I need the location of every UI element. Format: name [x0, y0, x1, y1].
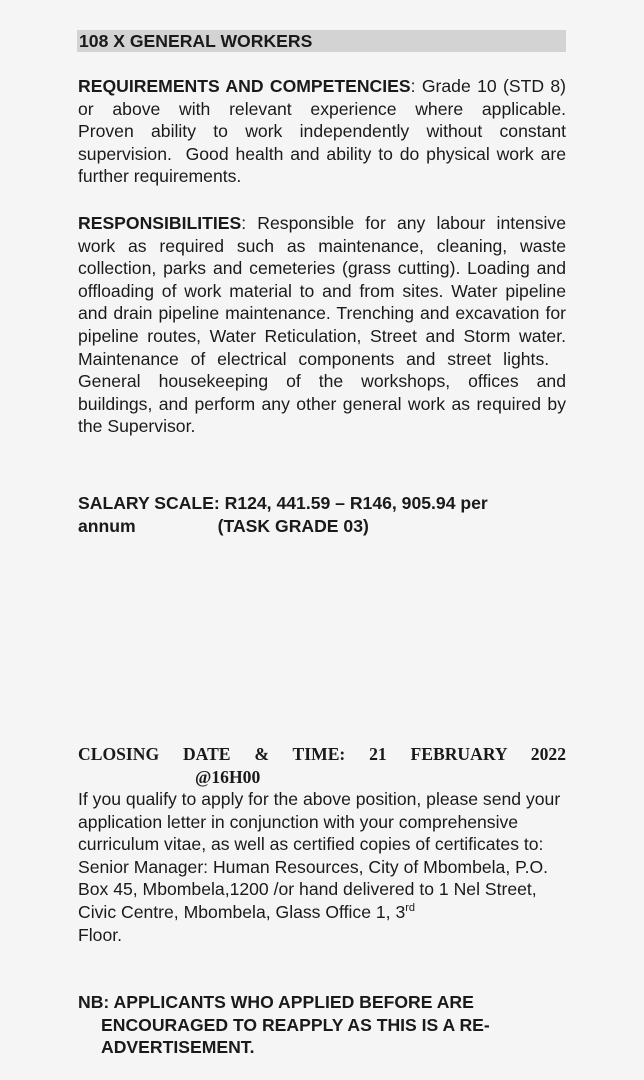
requirements-label: REQUIREMENTS AND COMPETENCIES: [78, 76, 411, 96]
address-superscript: rd: [405, 901, 416, 914]
responsibilities-section: [78, 212, 566, 438]
task-grade: (TASK GRADE 03): [217, 515, 369, 536]
postal-address: [78, 856, 566, 946]
closing-date-heading: CLOSING DATE & TIME: 21 FEBRUARY 2022: [78, 744, 566, 764]
salary-annum: annum: [78, 515, 136, 536]
salary-section: [78, 492, 566, 537]
nb-line-2: ENCOURAGED TO REAPPLY AS THIS IS A RE-: [101, 1014, 490, 1035]
address-text: Senior Manager: Human Resources, City of Mbombela, P.O. Box 45, Mbombela,1200 /or hand delivered to 1 Nel Street, Civic Centre, Mbombela, Glass Office 1, 3: [78, 856, 549, 922]
responsibilities-label: RESPONSIBILITIES: [78, 213, 242, 233]
address-end: Floor.: [78, 924, 123, 945]
requirements-section: [78, 75, 601, 188]
application-instructions: [78, 788, 566, 946]
salary-line-1: SALARY SCALE: R124, 441.59 – R146, 905.94 per: [78, 493, 488, 513]
requirements-text: : Grade 10 (STD 8) or above with relevant experience where applicable. Proven ability to work independently without constant supervision. Good health and ability to do physical work are further requirements.: [78, 76, 601, 187]
nb-line-1: NB: APPLICANTS WHO APPLIED BEFORE ARE: [78, 992, 474, 1012]
position-title: 108 X GENERAL WORKERS: [77, 30, 566, 52]
apply-text: If you qualify to apply for the above position, please send your application letter in conjunction with your comprehensive curriculum vitae, as well as certified copies of certificates to:: [78, 789, 561, 855]
responsibilities-text-2: General housekeeping of the workshops, offices and buildings, and perform any other general work as required by the Supervisor.: [78, 371, 566, 437]
nb-notice: [78, 991, 566, 1059]
nb-line-3: ADVERTISEMENT.: [101, 1037, 255, 1058]
closing-time: @16H00: [195, 767, 261, 787]
responsibilities-text: : Responsible for any labour intensive work as required such as maintenance, cleaning, waste collection, parks and cemeteries (grass cutting). Loading and offloading of work material to and from sites. Water pipeline and drain pipeline maintenance. Trenching and excavation for pipeline routes, Water Reticulation, Street and Storm water. Maintenance of electrical components and street lights.: [78, 213, 566, 369]
